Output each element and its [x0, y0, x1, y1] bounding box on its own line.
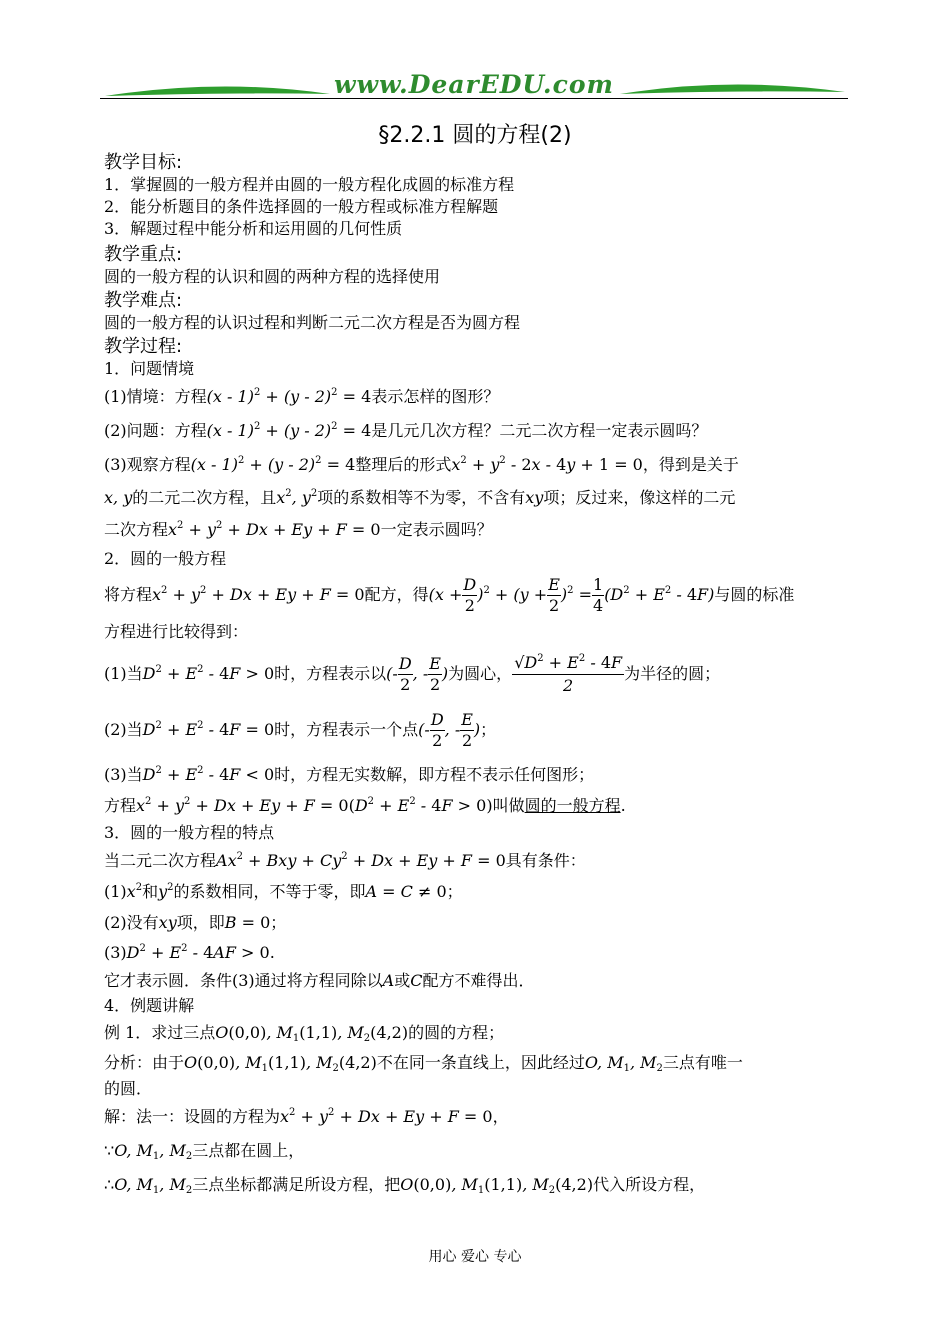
question-2: (2)问题：方程(x - 1)$^2$ + (y - 2)$^2$ = 4是几元几次方程？二元二次方程一定表示圆吗？ [104, 421, 708, 440]
feature-2: (2)没有xy项，即B = 0； [104, 913, 287, 932]
completing-square: 将方程$x^2 + y^2 + Dx + Ey + F = 0$配方，得(x + $\frac{D}{2}$ )$^2$ + (y + $\frac{E}{2}$ )$^2$ = $\frac{1}{4}$ $(D^2 + E^2 - 4F)$与圆的标准 [104, 575, 795, 615]
question-3-line-3: 二次方程$x^2 + y^2 + Dx + Ey + F = 0$一定表示圆吗？ [104, 520, 493, 539]
question-1: (1)情境：方程(x - 1)$^2$ + (y - 2)$^2$ = 4表示怎样的图形？ [104, 387, 500, 406]
section-2-heading: 2．圆的一般方程 [104, 549, 227, 568]
feature-1: $(1)x^2$和$y^2$的系数相同，不等于零，即A = C ≠ 0； [104, 882, 463, 901]
site-banner [100, 68, 848, 108]
feature-3: $(3)D^2 + E^2 - 4AF > 0$. [104, 943, 275, 962]
question-3-line-1: (3)观察方程(x - 1)$^2$ + (y - 2)$^2$ = 4整理后的形式$x^2 + y^2 - 2x - 4y + 1 = 0$，得到是关于 [104, 455, 739, 474]
page-footer: 用心 爱心 专心 [428, 1249, 522, 1265]
document-body [104, 152, 854, 1202]
section-3-heading: 3．圆的一般方程的特点 [104, 823, 275, 842]
page-title: §2.2.1 圆的方程(2) [378, 123, 572, 148]
features-conclusion: 它才表示圆．条件(3)通过将方程同除以A或C配方不难得出． [104, 971, 535, 990]
section-1-heading: 1．问题情境 [104, 359, 195, 378]
key-text: 圆的一般方程的认识和圆的两种方程的选择使用 [104, 267, 441, 286]
difficulty-text: 圆的一般方程的认识过程和判断二元二次方程是否为圆方程 [104, 313, 521, 332]
site-logo-text: www.DearEDU.com [333, 70, 614, 99]
goals-heading: 教学目标: [104, 152, 183, 173]
since-line: ∵O, $M_1$, $M_2$三点都在圆上， [104, 1141, 305, 1162]
case-3: (3)当$D^2 + E^2 - 4F < 0$时，方程无实数解，即方程不表示任何图形； [104, 765, 595, 784]
therefore-line: ∴O, $M_1$, $M_2$三点坐标都满足所设方程，把O(0,0), $M_1(1,1)$, $M_2(4,2)$代入所设方程， [104, 1175, 706, 1196]
question-3-line-2: x, y的二元二次方程，且$x^2$, $y^2$项的系数相等不为零，不含有xy项；反过来，像这样的二元 [104, 488, 736, 507]
process-heading: 教学过程: [104, 336, 183, 357]
analysis: 分析：由于O(0,0), $M_1(1,1)$, $M_2(4,2)$不在同一条直线上，因此经过O, $M_1$, $M_2$三点有唯一 [104, 1053, 743, 1074]
goal-item: 2．能分析题目的条件选择圆的一般方程或标准方程解题 [104, 197, 499, 216]
features-intro: 当二元二次方程$Ax^2$ + Bxy + $Cy^2 + Dx + Ey + F = 0$具有条件： [104, 851, 586, 870]
goal-item: 1．掌握圆的一般方程并由圆的一般方程化成圆的标准方程 [104, 175, 515, 194]
section-4-heading: 4．例题讲解 [104, 996, 195, 1015]
comparison-text: 方程进行比较得到： [104, 622, 249, 641]
example-1: 例 1．求过三点O(0,0), $M_1(1,1)$, $M_2(4,2)$的圆的方程； [104, 1023, 505, 1044]
key-heading: 教学重点: [104, 244, 183, 265]
goal-item: 3．解题过程中能分析和运用圆的几何性质 [104, 219, 403, 238]
analysis-line-2: 的圆． [104, 1079, 153, 1098]
difficulty-heading: 教学难点: [104, 290, 183, 311]
case-1: (1)当$D^2 + E^2 - 4F > 0$时，方程表示以(- $\frac{D}{2}$ , - $\frac{E}{2}$ )为圆心， $\frac{√D^2 + E^2 - 4F}{2}$ 为半径的圆； [104, 653, 721, 695]
solution-setup: 解：法一：设圆的方程为$x^2 + y^2 + Dx + Ey + F = 0$， [104, 1107, 509, 1126]
definition: 方程$x^2 + y^2 + Dx + Ey + F = 0(D^2 + E^2 - 4F > 0)$叫做圆的一般方程. [104, 796, 626, 815]
case-2: (2)当$D^2 + E^2 - 4F = 0$时，方程表示一个点(- $\frac{D}{2}$ , - $\frac{E}{2}$ )； [104, 710, 497, 750]
